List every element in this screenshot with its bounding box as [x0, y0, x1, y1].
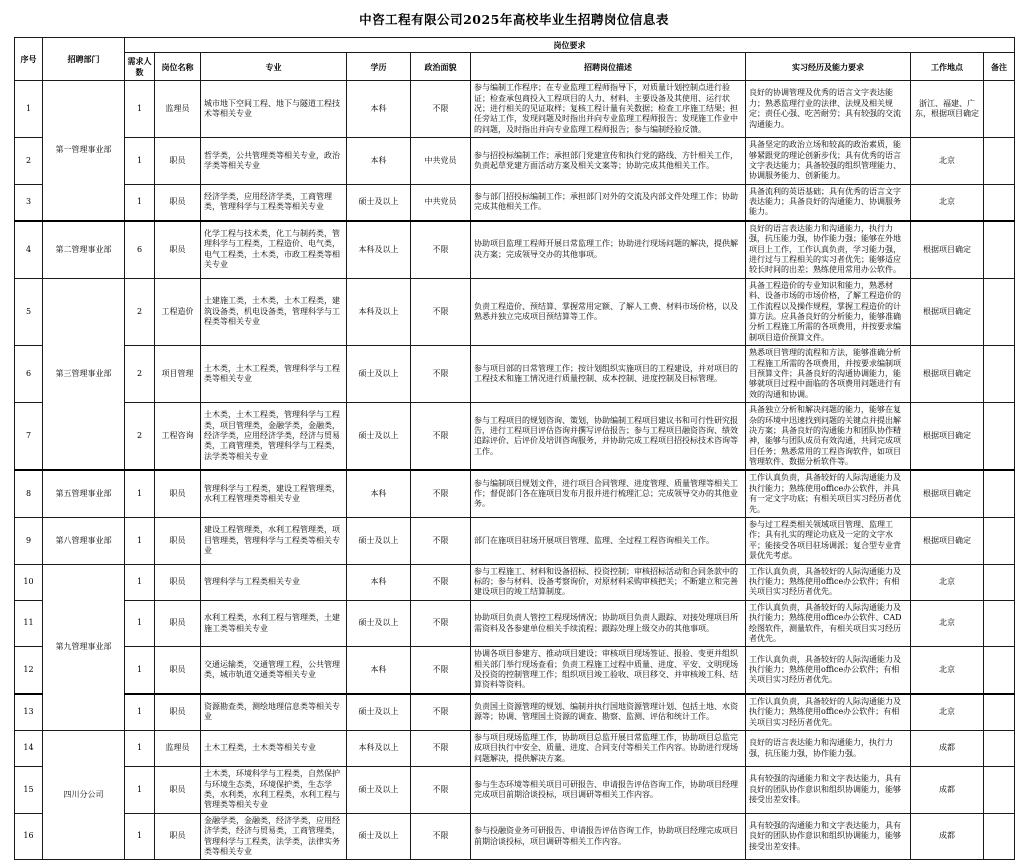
table-row [15, 221, 1015, 278]
cell-location: 北京 [911, 647, 984, 694]
cell-major: 哲学类，公共管理类等相关专业，政治学类等相关专业 [201, 138, 347, 185]
cell-degree: 硕士及以上 [347, 346, 411, 403]
cell-location: 成都 [911, 731, 984, 767]
cell-count: 1 [125, 767, 155, 814]
cell-dept: 第一管理事业部 [43, 81, 125, 221]
cell-requirements: 工作认真负责，具备较好的人际沟通能力及执行能力；熟练使用office办公软件；有相关项目实习经历者优先。 [746, 647, 911, 694]
recruitment-table [14, 37, 1015, 860]
cell-degree: 本科及以上 [347, 731, 411, 767]
cell-degree: 硕士及以上 [347, 813, 411, 860]
cell-major: 土建施工类，土木类，土木工程类，建筑设备类，机电设备类，管理科学与工程类等相关专业 [201, 278, 347, 345]
cell-degree: 硕士及以上 [347, 403, 411, 471]
cell-location: 北京 [911, 694, 984, 731]
cell-remark [984, 518, 1015, 565]
cell-seq: 9 [15, 518, 43, 565]
cell-political: 不限 [411, 518, 471, 565]
cell-position: 职员 [155, 184, 201, 221]
cell-dept: 第八管理事业部 [43, 518, 125, 565]
cell-degree: 硕士及以上 [347, 600, 411, 647]
cell-degree: 硕士及以上 [347, 767, 411, 814]
cell-description: 部门在施项目驻场开展项目管理、监理、全过程工程咨询相关工作。 [471, 518, 746, 565]
header-group-requirements: 岗位要求 [125, 38, 1015, 53]
cell-description: 负责工程造价、预结算、掌握常用定额、了解人工费、材料市场价格，以及熟悉并独立完成项目预结算等工作。 [471, 278, 746, 345]
cell-count: 1 [125, 138, 155, 185]
cell-remark [984, 564, 1015, 600]
table-row [15, 403, 1015, 471]
cell-seq: 13 [15, 694, 43, 731]
cell-political: 不限 [411, 731, 471, 767]
cell-dept: 第九管理事业部 [43, 564, 125, 730]
cell-degree: 本科及以上 [347, 221, 411, 278]
header-remark: 备注 [984, 53, 1015, 81]
cell-major: 金融学类，金融类，经济学类，应用经济学类，经济与贸易类，工商管理类，管理科学与工程类，法学类，法律实务类等相关专业 [201, 813, 347, 860]
cell-position: 职员 [155, 767, 201, 814]
header-description: 招聘岗位描述 [471, 53, 746, 81]
cell-position: 工程造价 [155, 278, 201, 345]
cell-seq: 10 [15, 564, 43, 600]
cell-remark [984, 221, 1015, 278]
cell-position: 监理员 [155, 81, 201, 138]
cell-dept: 四川分公司 [43, 731, 125, 860]
cell-count: 1 [125, 813, 155, 860]
cell-remark [984, 694, 1015, 731]
cell-position: 监理员 [155, 731, 201, 767]
cell-major: 土木类，土木工程类，管理科学与工程类，项目管理类，金融学类，金融类，经济学类，应用经济学类，经济与贸易类，工商管理类，管理科学与工程类，法学类等相关专业 [201, 403, 347, 471]
cell-political: 不限 [411, 600, 471, 647]
cell-count: 1 [125, 600, 155, 647]
cell-seq: 4 [15, 221, 43, 278]
table-row [15, 694, 1015, 731]
header-group-row [15, 38, 1015, 53]
cell-location: 根据项目确定 [911, 470, 984, 517]
cell-seq: 6 [15, 346, 43, 403]
cell-remark [984, 767, 1015, 814]
header-seq: 序号 [15, 38, 43, 81]
cell-seq: 7 [15, 403, 43, 471]
cell-remark [984, 600, 1015, 647]
cell-position: 职员 [155, 138, 201, 185]
cell-requirements: 良好的协调管理及优秀的语言文字表达能力；熟悉监理行业的法律、法规及相关规定；责任心强、吃苦耐劳；具有较强的交流沟通能力。 [746, 81, 911, 138]
cell-degree: 本科及以上 [347, 278, 411, 345]
cell-seq: 14 [15, 731, 43, 767]
cell-political: 不限 [411, 564, 471, 600]
cell-dept: 第三管理事业部 [43, 278, 125, 470]
cell-major: 经济学类，应用经济学类，工商管理类，管理科学与工程类等相关专业 [201, 184, 347, 221]
cell-major: 资源勘查类，测绘地理信息类等相关专业 [201, 694, 347, 731]
cell-count: 1 [125, 518, 155, 565]
page-title: 中咨工程有限公司2025年高校毕业生招聘岗位信息表 [359, 12, 669, 27]
table-row [15, 518, 1015, 565]
cell-description: 参与编制项目规划文件，进行项目合同管理、进度管理、质量管理等相关工作；督促部门各在施项目发布月报并进行梳理汇总；完成领导交办的其他业务。 [471, 470, 746, 517]
cell-major: 水利工程类，水利工程与管理类，土建施工类等相关专业 [201, 600, 347, 647]
cell-requirements: 具备坚定的政治立场和较高的政治素质，能够紧跟党的理论创新步伐；具有优秀的语言文字表达能力；具备较强的组织管理能力、协调服务能力、创新能力。 [746, 138, 911, 185]
cell-political: 不限 [411, 81, 471, 138]
cell-remark [984, 184, 1015, 221]
header-dept: 招聘部门 [43, 38, 125, 81]
cell-location: 根据项目确定 [911, 346, 984, 403]
cell-requirements: 具备工程造价的专业知识和能力，熟悉材料、设备市场的市场价格，了解工程造价的工作流程以及操作规程，掌握工程造价的计算方法。应具备良好的分析能力，能够准确分析工程施工所需的各项费用，并按要求编制项目造价预算文件。 [746, 278, 911, 345]
cell-degree: 本科 [347, 81, 411, 138]
cell-requirements: 具备流利的英语基础；具有优秀的语言文字表达能力；具备良好的沟通能力、协调服务能力。 [746, 184, 911, 221]
cell-requirements: 熟悉项目管理的流程和方法，能够准确分析工程施工所需的各项费用，并按要求编制项目预算文件；具备良好的沟通协调能力，能够就项目过程中面临的各项费用问题进行有效的沟通和协调。 [746, 346, 911, 403]
cell-degree: 本科 [347, 470, 411, 517]
cell-count: 1 [125, 470, 155, 517]
cell-position: 工程咨询 [155, 403, 201, 471]
cell-requirements: 工作认真负责，具备较好的人际沟通能力及执行能力；熟练使用office办公软件、CAD绘图软件，测量软件，有相关项目实习经历者优先。 [746, 600, 911, 647]
table-row [15, 81, 1015, 138]
cell-political: 不限 [411, 221, 471, 278]
table-row [15, 346, 1015, 403]
cell-major: 城市地下空间工程、地下与隧道工程技术等相关专业 [201, 81, 347, 138]
table-row [15, 138, 1015, 185]
cell-count: 1 [125, 647, 155, 694]
cell-degree: 本科 [347, 647, 411, 694]
cell-position: 职员 [155, 694, 201, 731]
cell-political: 不限 [411, 694, 471, 731]
cell-seq: 3 [15, 184, 43, 221]
table-row [15, 470, 1015, 517]
cell-requirements: 良好的语言表达能力和沟通能力，执行力强，抗压能力强，协作能力强；能够在外地项目上工作，工作认真负责，学习能力强，进行过与工程相关的实习者优先；能够适应较长时间的出差；熟练使用常用办公软件。 [746, 221, 911, 278]
cell-major: 管理科学与工程类相关专业 [201, 564, 347, 600]
cell-location: 成都 [911, 767, 984, 814]
cell-location: 成都 [911, 813, 984, 860]
cell-seq: 12 [15, 647, 43, 694]
cell-count: 6 [125, 221, 155, 278]
table-row [15, 731, 1015, 767]
cell-count: 1 [125, 731, 155, 767]
cell-political: 不限 [411, 470, 471, 517]
cell-requirements: 具备独立分析和解决问题的能力，能够在复杂的环境中迅速找到问题的关键点并提出解决方案；具备良好的沟通能力和团队协作精神，能够与团队成员有效沟通，共同完成项目任务；熟悉常用的工程咨询软件，如项目管理软件、数据分析软件等。 [746, 403, 911, 471]
table-row [15, 813, 1015, 860]
cell-requirements: 参与过工程类相关领域项目管理、监理工作；具有扎实的理论功底及一定的文字水平；能接受各项目驻场调派；复合型专业背景优先考虑。 [746, 518, 911, 565]
cell-count: 1 [125, 81, 155, 138]
cell-major: 土木工程类，土木类等相关专业 [201, 731, 347, 767]
cell-description: 参与部门招投标编制工作；承担部门对外的交流及内部文件处理工作；协助完成其他相关工作。 [471, 184, 746, 221]
cell-degree: 硕士及以上 [347, 184, 411, 221]
cell-remark [984, 138, 1015, 185]
header-political: 政治面貌 [411, 53, 471, 81]
cell-major: 管理科学与工程类，建设工程管理类，水利工程管理类等相关专业 [201, 470, 347, 517]
table-row [15, 278, 1015, 345]
cell-major: 土木类，土木工程类，管理科学与工程类等相关专业 [201, 346, 347, 403]
table-row [15, 647, 1015, 694]
cell-remark [984, 470, 1015, 517]
cell-degree: 硕士及以上 [347, 518, 411, 565]
cell-requirements: 具有较强的沟通能力和文字表达能力，具有良好的团队协作意识和组织协调能力，能够接受出差安排。 [746, 813, 911, 860]
table-row [15, 184, 1015, 221]
cell-political: 不限 [411, 346, 471, 403]
cell-description: 负责国土资源管理的规划、编制并执行国地资源管理计划、包括土地、水资源等；协调、管理国土资源的调查、勘察、监测、评估和统计工作。 [471, 694, 746, 731]
table-row [15, 767, 1015, 814]
table-body [15, 81, 1015, 860]
cell-description: 参与项目现场监理工作，协助项目总监开展日常监理工作，协助项目总监完成项目执行中安全、质量、进度、合同支付等相关工作内容。协助进行现场问题解决，提供解决方案。 [471, 731, 746, 767]
cell-location: 北京 [911, 138, 984, 185]
cell-dept: 第二管理事业部 [43, 221, 125, 278]
cell-location: 根据项目确定 [911, 278, 984, 345]
cell-requirements: 工作认真负责，具备较好的人际沟通能力及执行能力；熟练使用office办公软件；有相关项目实习经历者优先。 [746, 564, 911, 600]
cell-degree: 硕士及以上 [347, 694, 411, 731]
header-degree: 学历 [347, 53, 411, 81]
cell-political: 不限 [411, 403, 471, 471]
cell-requirements: 良好的语言表达能力和沟通能力，执行力强，抗压能力强，协作能力强。 [746, 731, 911, 767]
cell-position: 职员 [155, 564, 201, 600]
cell-requirements: 具有较强的沟通能力和文字表达能力，具有良好的团队协作意识和组织协调能力，能够接受出差安排。 [746, 767, 911, 814]
cell-description: 参与招投标编制工作；承担部门党建宣传和执行党的路线、方针相关工作，负责起草党建方面活动方案及相关文案等；协助完成其他相关工作。 [471, 138, 746, 185]
cell-position: 职员 [155, 221, 201, 278]
cell-major: 建设工程管理类，水利工程管理类，项目管理类，管理科学与工程类等相关专业 [201, 518, 347, 565]
cell-description: 协调各项目参建方、推动项目建设；审核项目现场签证、报验、变更并组织相关部门举行现场查看；负责工程施工过程中质量、进度、平安、文明现场及投资的控制管理工作；组织项目竣工验收、项目移交、并审核竣工科、结算资料等资料。 [471, 647, 746, 694]
cell-description: 参与投融资业务可研报告、申请报告评估咨询工作，协助项目经理完成项目前期洽谈投标，项目调研等相关工作内容。 [471, 813, 746, 860]
cell-description: 参与生态环境等相关项目可研报告、申请报告评估咨询工作，协助项目经理完成项目前期洽谈投标，项目调研等相关工作内容。 [471, 767, 746, 814]
cell-count: 2 [125, 403, 155, 471]
cell-political: 中共党员 [411, 138, 471, 185]
cell-location: 北京 [911, 184, 984, 221]
cell-remark [984, 731, 1015, 767]
cell-position: 职员 [155, 470, 201, 517]
cell-description: 协助项目监理工程师开展日常监理工作；协助进行现场问题的解决，提供解决方案；完成领导交办的其他事项。 [471, 221, 746, 278]
header-count: 需求人数 [125, 53, 155, 81]
cell-description: 参与工程项目的规划咨询、策划，协助编制工程项目建议书和可行性研究报告，进行工程项目评估咨询并撰写评估报告；参与工程项目融资咨询、绩效追踪评价、后评价及培训咨询服务，并协助完成工程项目招投标技术咨询等工作。 [471, 403, 746, 471]
cell-position: 职员 [155, 600, 201, 647]
cell-major: 交通运输类，交通管理工程，公共管理类，城市轨道交通类等相关专业 [201, 647, 347, 694]
header-sub-row [15, 53, 1015, 81]
cell-position: 职员 [155, 813, 201, 860]
cell-location: 北京 [911, 600, 984, 647]
cell-seq: 11 [15, 600, 43, 647]
cell-remark [984, 81, 1015, 138]
cell-dept: 第五管理事业部 [43, 470, 125, 517]
cell-location: 浙江、福建、广东，根据项目确定 [911, 81, 984, 138]
cell-description: 参与项目部的日常管理工作；按计划组织实施项目的工程建设，并对项目的工程技术和施工情况进行质量控制、成本控制、进度控制及目标管理。 [471, 346, 746, 403]
header-requirements: 实习经历及能力要求 [746, 53, 911, 81]
cell-count: 1 [125, 564, 155, 600]
cell-count: 1 [125, 694, 155, 731]
cell-remark [984, 346, 1015, 403]
header-position: 岗位名称 [155, 53, 201, 81]
cell-major: 土木类，环境科学与工程类，自然保护与环境生态类，环境保护类，生态学类，水利类，水利工程类，水利工程与管理类等相关专业 [201, 767, 347, 814]
cell-description: 协助项目负责人管控工程现场情况；协助项目负责人跟踪、对接处理项目所需资料及各参建单位相关手续流程；跟踪处理上级交办的其他事项。 [471, 600, 746, 647]
cell-seq: 15 [15, 767, 43, 814]
cell-political: 不限 [411, 647, 471, 694]
table-row [15, 564, 1015, 600]
cell-location: 根据项目确定 [911, 221, 984, 278]
cell-count: 1 [125, 184, 155, 221]
header-major: 专业 [201, 53, 347, 81]
cell-seq: 2 [15, 138, 43, 185]
cell-location: 根据项目确定 [911, 403, 984, 471]
cell-location: 根据项目确定 [911, 518, 984, 565]
cell-degree: 本科 [347, 564, 411, 600]
table-row [15, 600, 1015, 647]
cell-remark [984, 403, 1015, 471]
cell-remark [984, 647, 1015, 694]
cell-requirements: 工作认真负责，具备较好的人际沟通能力及执行能力；熟练使用office办公软件；有相关项目实习经历者优先。 [746, 694, 911, 731]
cell-count: 2 [125, 278, 155, 345]
cell-count: 2 [125, 346, 155, 403]
cell-political: 不限 [411, 813, 471, 860]
cell-seq: 8 [15, 470, 43, 517]
cell-description: 参与工程施工、材料和设备招标、投资控制；审核招标活动和合同条款中的标的；参与材料、设备考察询价，对原材料采购审核把关；不断建立和完善建设项目的竣工结算制度。 [471, 564, 746, 600]
cell-remark [984, 278, 1015, 345]
cell-remark [984, 813, 1015, 860]
header-location: 工作地点 [911, 53, 984, 81]
table-header [15, 38, 1015, 81]
cell-description: 参与编制工作程序；在专业监理工程师指导下，对质量计划控制点进行验证；检查承包商投入工程项目的人力、材料、主要设备及其使用、运行状况；进行相关的见证取样；复核工程计量有关数据；检查工序施工结果；担任旁站工作，发现问题及时指出并向专业监理工程师报告；发现施工作业中的问题，及时指出并向专业监理工程师报告；参与编制经验反馈。 [471, 81, 746, 138]
cell-degree: 本科 [347, 138, 411, 185]
cell-major: 化学工程与技术类，化工与制药类，管理科学与工程类，工程造价、电气类，电气工程类，土木类，市政工程类等相关专业 [201, 221, 347, 278]
cell-position: 职员 [155, 647, 201, 694]
cell-seq: 5 [15, 278, 43, 345]
cell-position: 职员 [155, 518, 201, 565]
cell-political: 不限 [411, 767, 471, 814]
cell-seq: 1 [15, 81, 43, 138]
cell-position: 项目管理 [155, 346, 201, 403]
cell-location: 北京 [911, 564, 984, 600]
cell-political: 中共党员 [411, 184, 471, 221]
cell-seq: 16 [15, 813, 43, 860]
cell-requirements: 工作认真负责，具备较好的人际沟通能力及执行能力；熟练使用office办公软件，并具有一定文字功底；有相关项目实习经历者优先。 [746, 470, 911, 517]
cell-political: 不限 [411, 278, 471, 345]
